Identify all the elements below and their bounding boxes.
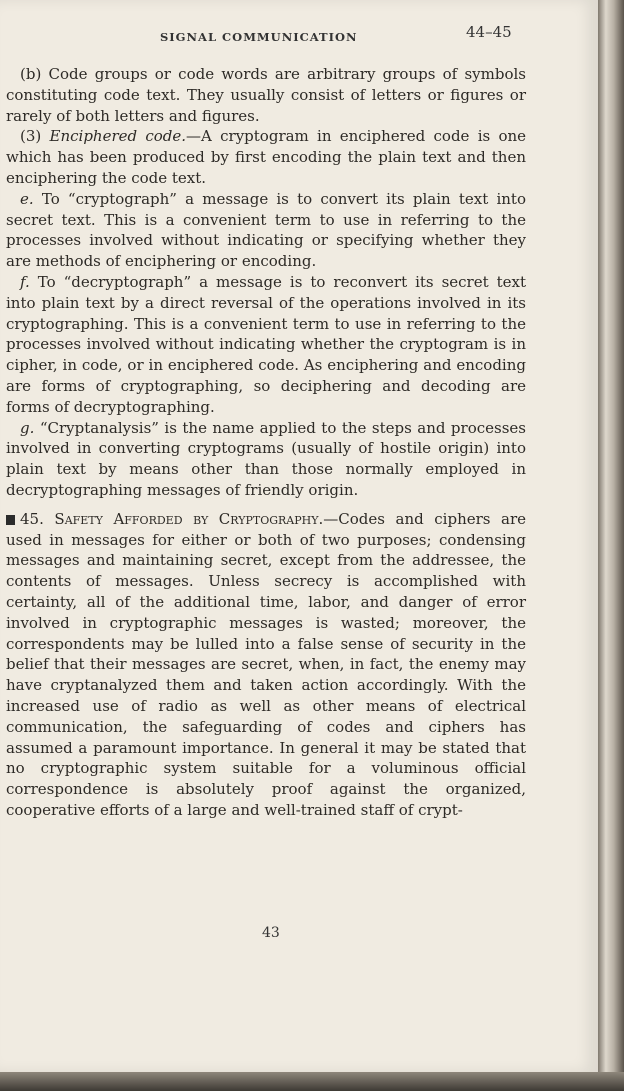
paragraph-g-label: g. [20, 418, 35, 437]
paragraph-3-term: Enciphered code. [49, 127, 187, 146]
paragraph-f-label: f. [20, 272, 30, 291]
page-edge [598, 0, 624, 1091]
body-text [6, 64, 526, 821]
section-45-number: 45. [20, 509, 55, 528]
paragraph-e [6, 189, 526, 272]
paragraph-3-label: (3) [20, 127, 50, 146]
paragraph-e-label: e. [20, 189, 34, 208]
paragraph-g [6, 418, 526, 501]
section-range: 44–45 [466, 23, 512, 41]
section-45-text: —Codes and ciphers are used in messages for either or both of two purposes; condensing messages and maintaining secret, except from the addressee, the contents of messages. Unless secrecy is accomplished with certainty, all of the additional time, labor, and danger of error involved in cryptographic messages is wasted; moreover, the correspondents may be lulled into a false sense of security in the belief that their messages are secret, when, in fact, the enemy may have cryptanalyzed them and taken action accordingly. With the increased use of radio as well as other means of electrical communication, the safeguarding of codes and ciphers has assumed a paramount importance. In general it may be stated that no cryptographic system suitable for a voluminous official correspondence is absolutely proof against the organized, cooperative efforts of a large and well-trained staff of crypt- [6, 509, 527, 819]
page-number: 43 [262, 925, 280, 941]
section-marker-icon [6, 515, 15, 525]
running-title: SIGNAL COMMUNICATION [160, 30, 358, 44]
paragraph-f [6, 272, 526, 418]
book-bottom-edge [0, 1072, 624, 1091]
paragraph-b: (b) Code groups or code words are arbitrary groups of symbols constituting code text. They usually consist of letters or figures or rarely of both letters and figures. [6, 65, 526, 125]
paragraph-3-text: —A cryptogram in enciphered code is one which has been produced by first encoding the plain text and then enciphering the code text. [6, 127, 527, 187]
section-45-heading: Safety Afforded by Cryptography. [54, 509, 324, 528]
paragraph-g-text: “Cryptanalysis” is the name applied to the steps and processes involved in converting cryptograms (usually of hostile origin) into plain text by means other than those normally employed in decryptographing messages of friendly origin. [6, 418, 526, 499]
paragraph-3 [6, 126, 526, 188]
paragraph-f-text: To “decryptograph” a message is to reconvert its secret text into plain text by a direct reversal of the operations involved in its cryptographing. This is a convenient term to use in referring to the processes involved without indicating whether the cryptogram is in cipher, in code, or in enciphered code. As enciphering and encoding are forms of cryptographing, so deciphering and decoding are forms of decryptographing. [6, 272, 526, 416]
section-45 [6, 509, 526, 821]
paragraph-e-text: To “cryptograph” a message is to convert its plain text into secret text. This is a convenient term to use in referring to the processes involved without indicating or specifying whether they are methods of enciphering or encoding. [6, 189, 526, 271]
